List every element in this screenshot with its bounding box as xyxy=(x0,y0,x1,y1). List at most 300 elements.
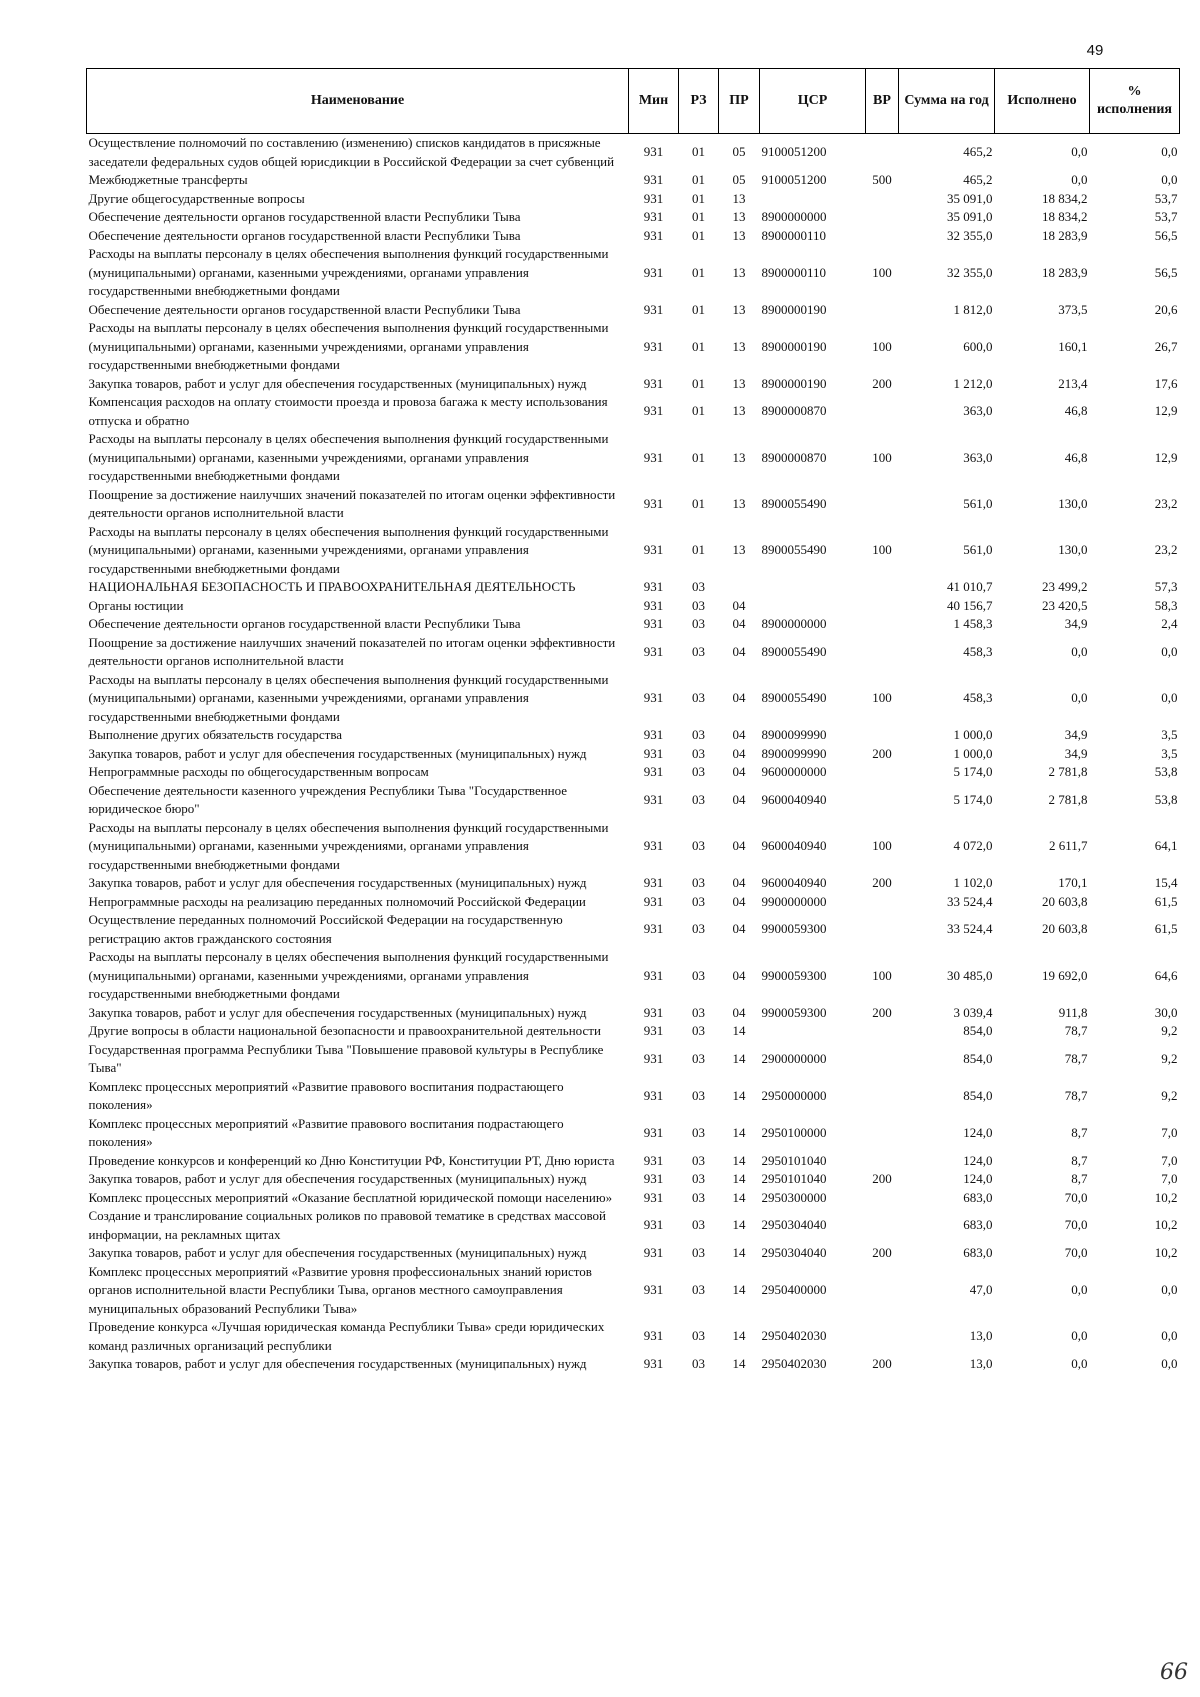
cell-name: Обеспечение деятельности органов государственной власти Республики Тыва xyxy=(88,227,521,243)
cell-done: 78,7 xyxy=(1064,1050,1088,1066)
cell-csr: 9900000000 xyxy=(761,893,827,909)
cell-vr xyxy=(866,1207,899,1244)
cell-name: Расходы на выплаты персоналу в целях обеспечения выполнения функций государственными (муниципальными) органами, казенными учреждениями, органами управления государственными внебюджетными фондами xyxy=(88,523,609,576)
cell-pct: 0,0 xyxy=(1161,144,1178,160)
cell-csr: 2950100000 xyxy=(761,1124,827,1140)
cell-pr xyxy=(719,578,760,597)
table-row xyxy=(87,1244,1180,1263)
budget-table xyxy=(86,68,1180,1374)
table-row xyxy=(87,782,1180,819)
cell-sum: 124,0 xyxy=(963,1124,993,1140)
cell-pct: 15,4 xyxy=(1154,875,1178,890)
cell-name: Комплекс процессных мероприятий «Оказание бесплатной юридической помощи населению» xyxy=(88,1189,613,1205)
table-row xyxy=(87,245,1180,301)
cell-pr: 14 xyxy=(732,1023,746,1038)
cell-sum: 1 212,0 xyxy=(953,375,993,391)
cell-min: 931 xyxy=(643,921,664,937)
cell-csr: 2950304040 xyxy=(761,1245,827,1260)
table-row xyxy=(87,171,1180,190)
cell-pct: 53,7 xyxy=(1154,209,1178,224)
cell-pct: 10,2 xyxy=(1154,1245,1178,1260)
cell-sum: 13,0 xyxy=(969,1356,993,1371)
cell-sum: 3 039,4 xyxy=(953,1004,993,1020)
cell-min: 931 xyxy=(643,875,664,890)
cell-rz: 01 xyxy=(692,264,705,280)
cell-pr: 13 xyxy=(732,209,746,224)
cell-min: 931 xyxy=(643,597,664,613)
cell-rz: 01 xyxy=(692,375,705,391)
cell-csr: 8900000000 xyxy=(761,616,827,631)
cell-csr: 8900055490 xyxy=(761,690,827,705)
table-row xyxy=(87,763,1180,782)
cell-done: 0,0 xyxy=(1071,172,1088,187)
table-row xyxy=(87,430,1180,486)
cell-name: Расходы на выплаты персоналу в целях обеспечения выполнения функций государственными (муниципальными) органами, казенными учреждениями, органами управления государственными внебюджетными фондами xyxy=(88,949,609,1001)
cell-sum: 1 812,0 xyxy=(953,301,993,317)
table-row xyxy=(87,375,1180,394)
cell-min: 931 xyxy=(643,1023,664,1038)
cell-done: 0,0 xyxy=(1071,1356,1088,1371)
cell-pct: 10,2 xyxy=(1154,1189,1178,1205)
cell-done: 2 781,8 xyxy=(1048,791,1088,807)
cell-vr xyxy=(866,227,899,246)
cell-min: 931 xyxy=(643,1171,664,1186)
cell-sum: 32 355,0 xyxy=(947,227,993,243)
cell-min: 931 xyxy=(643,1087,664,1103)
table-row xyxy=(87,1318,1180,1355)
cell-csr: 2950101040 xyxy=(761,1171,827,1186)
cell-csr: 8900000190 xyxy=(761,338,827,354)
cell-csr: 8900099990 xyxy=(761,727,827,742)
cell-pr: 04 xyxy=(732,745,746,761)
cell-vr xyxy=(866,393,899,430)
cell-pct: 64,6 xyxy=(1154,967,1178,983)
cell-rz: 03 xyxy=(692,875,705,890)
cell-min: 931 xyxy=(643,643,664,659)
cell-pr: 04 xyxy=(732,727,746,742)
cell-name: Непрограммные расходы по общегосударственным вопросам xyxy=(88,764,429,779)
cell-name: Непрограммные расходы на реализацию переданных полномочий Российской Федерации xyxy=(88,893,586,909)
cell-done: 8,7 xyxy=(1071,1124,1088,1140)
cell-sum: 40 156,7 xyxy=(947,597,993,613)
cell-pct: 58,3 xyxy=(1154,597,1178,613)
cell-name: Закупка товаров, работ и услуг для обеспечения государственных (муниципальных) нужд xyxy=(88,1171,587,1186)
cell-min: 931 xyxy=(643,579,664,594)
cell-pr: 04 xyxy=(732,1004,746,1020)
cell-sum: 854,0 xyxy=(963,1050,993,1066)
cell-sum: 1 000,0 xyxy=(953,745,993,761)
cell-sum: 33 524,4 xyxy=(947,921,993,937)
cell-pct: 10,2 xyxy=(1154,1217,1178,1233)
cell-min: 931 xyxy=(643,172,664,187)
cell-vr: 100 xyxy=(872,838,892,853)
cell-done: 18 834,2 xyxy=(1042,190,1088,206)
cell-rz: 03 xyxy=(692,597,705,613)
cell-done: 78,7 xyxy=(1064,1023,1088,1038)
cell-vr xyxy=(866,726,899,745)
cell-rz: 03 xyxy=(692,616,705,631)
cell-rz: 03 xyxy=(692,745,705,761)
header-vr: ВР xyxy=(866,69,899,134)
table-row xyxy=(87,1152,1180,1171)
cell-pct: 53,8 xyxy=(1154,764,1178,779)
cell-csr: 2950400000 xyxy=(761,1282,827,1297)
cell-done: 8,7 xyxy=(1071,1171,1088,1186)
cell-vr: 100 xyxy=(872,542,892,557)
table-row xyxy=(87,227,1180,246)
cell-pr: 13 xyxy=(732,495,746,511)
cell-vr: 200 xyxy=(872,375,892,391)
table-row xyxy=(87,634,1180,671)
cell-vr: 200 xyxy=(872,1356,892,1371)
cell-sum: 363,0 xyxy=(963,449,993,465)
cell-csr: 9600040940 xyxy=(761,875,827,890)
cell-rz: 03 xyxy=(692,579,705,594)
cell-sum: 854,0 xyxy=(963,1023,993,1038)
cell-vr xyxy=(866,615,899,634)
cell-name: Другие вопросы в области национальной безопасности и правоохранительной деятельности xyxy=(88,1023,601,1038)
cell-vr xyxy=(866,301,899,320)
cell-name: Закупка товаров, работ и услуг для обеспечения государственных (муниципальных) нужд xyxy=(88,375,587,391)
cell-done: 20 603,8 xyxy=(1042,893,1088,909)
cell-pct: 0,0 xyxy=(1161,1282,1178,1297)
cell-sum: 30 485,0 xyxy=(947,967,993,983)
cell-name: Закупка товаров, работ и услуг для обеспечения государственных (муниципальных) нужд xyxy=(88,1245,587,1260)
cell-done: 2 781,8 xyxy=(1048,764,1088,779)
cell-rz: 03 xyxy=(692,893,705,909)
header-pr: ПР xyxy=(719,69,760,134)
cell-rz: 03 xyxy=(692,764,705,779)
cell-done: 70,0 xyxy=(1064,1189,1088,1205)
cell-vr xyxy=(866,1041,899,1078)
cell-min: 931 xyxy=(643,375,664,391)
cell-done: 46,8 xyxy=(1064,403,1088,419)
cell-done: 213,4 xyxy=(1058,375,1088,391)
cell-pr: 13 xyxy=(732,301,746,317)
header-sum: Сумма на год xyxy=(899,69,995,134)
table-row xyxy=(87,911,1180,948)
cell-rz: 03 xyxy=(692,1152,705,1168)
cell-min: 931 xyxy=(643,1356,664,1371)
cell-done: 2 611,7 xyxy=(1048,838,1088,853)
table-row xyxy=(87,578,1180,597)
cell-pr: 14 xyxy=(732,1356,746,1371)
table-row xyxy=(87,319,1180,375)
cell-name: Обеспечение деятельности казенного учреждения Республики Тыва "Государственное юридическое бюро" xyxy=(88,782,568,816)
cell-vr xyxy=(866,1318,899,1355)
cell-vr xyxy=(866,911,899,948)
cell-csr: 2950000000 xyxy=(761,1087,827,1103)
table-row xyxy=(87,1355,1180,1374)
cell-min: 931 xyxy=(643,1217,664,1233)
table-row xyxy=(87,134,1180,172)
cell-name: Поощрение за достижение наилучших значений показателей по итогам оценки эффективности деятельности органов исполнительной власти xyxy=(88,634,616,668)
cell-csr xyxy=(760,578,866,597)
cell-vr: 100 xyxy=(872,449,892,465)
cell-pct: 0,0 xyxy=(1161,1356,1178,1371)
cell-sum: 124,0 xyxy=(963,1152,993,1168)
cell-csr: 9900059300 xyxy=(761,921,827,937)
cell-pct: 3,5 xyxy=(1161,745,1178,761)
cell-name: Государственная программа Республики Тыва "Повышение правовой культуры в Республике Тыва" xyxy=(88,1041,604,1075)
cell-name: Обеспечение деятельности органов государственной власти Республики Тыва xyxy=(88,616,521,631)
cell-pct: 53,7 xyxy=(1154,190,1178,206)
cell-pct: 23,2 xyxy=(1154,495,1178,511)
cell-min: 931 xyxy=(643,403,664,419)
cell-pct: 3,5 xyxy=(1161,727,1178,742)
cell-sum: 363,0 xyxy=(963,403,993,419)
cell-sum: 5 174,0 xyxy=(953,764,993,779)
cell-csr: 8900000110 xyxy=(761,264,827,280)
cell-csr xyxy=(760,190,866,209)
cell-csr: 9600040940 xyxy=(761,838,827,853)
cell-vr: 100 xyxy=(872,690,892,705)
cell-vr xyxy=(866,1152,899,1171)
cell-pct: 64,1 xyxy=(1154,838,1178,853)
cell-name: Обеспечение деятельности органов государственной власти Республики Тыва xyxy=(88,301,521,317)
cell-min: 931 xyxy=(643,1152,664,1168)
table-row xyxy=(87,1041,1180,1078)
cell-sum: 600,0 xyxy=(963,338,993,354)
cell-done: 160,1 xyxy=(1058,338,1088,354)
cell-pr: 04 xyxy=(732,921,746,937)
cell-pr: 04 xyxy=(732,893,746,909)
cell-rz: 03 xyxy=(692,1217,705,1233)
cell-pr: 04 xyxy=(732,967,746,983)
cell-sum: 1 000,0 xyxy=(953,727,993,742)
cell-csr: 8900000110 xyxy=(761,227,827,243)
cell-sum: 683,0 xyxy=(963,1189,993,1205)
cell-min: 931 xyxy=(643,1328,664,1344)
cell-csr: 9100051200 xyxy=(761,172,827,187)
table-row xyxy=(87,523,1180,579)
cell-done: 23 499,2 xyxy=(1042,579,1088,594)
cell-vr: 100 xyxy=(872,264,892,280)
cell-csr: 2950300000 xyxy=(761,1189,827,1205)
cell-min: 931 xyxy=(643,764,664,779)
cell-pct: 20,6 xyxy=(1154,301,1178,317)
cell-rz: 03 xyxy=(692,1171,705,1186)
cell-name: Межбюджетные трансферты xyxy=(88,172,248,187)
cell-csr: 8900000000 xyxy=(761,209,827,224)
cell-pct: 7,0 xyxy=(1161,1124,1178,1140)
cell-rz: 01 xyxy=(692,338,705,354)
cell-name: Закупка товаров, работ и услуг для обеспечения государственных (муниципальных) нужд xyxy=(88,1004,587,1020)
cell-csr: 9900059300 xyxy=(761,967,827,983)
cell-rz: 01 xyxy=(692,172,705,187)
cell-pr: 05 xyxy=(732,172,746,187)
cell-csr: 9600000000 xyxy=(761,764,827,779)
cell-vr xyxy=(866,893,899,912)
table-row xyxy=(87,393,1180,430)
cell-sum: 47,0 xyxy=(969,1282,993,1297)
cell-name: Обеспечение деятельности органов государственной власти Республики Тыва xyxy=(88,209,521,224)
cell-min: 931 xyxy=(643,1124,664,1140)
cell-rz: 03 xyxy=(692,1124,705,1140)
cell-name: Закупка товаров, работ и услуг для обеспечения государственных (муниципальных) нужд xyxy=(88,1356,587,1371)
cell-pr: 14 xyxy=(732,1152,746,1168)
cell-min: 931 xyxy=(643,1282,664,1297)
cell-sum: 683,0 xyxy=(963,1245,993,1260)
cell-rz: 03 xyxy=(692,1189,705,1205)
cell-min: 931 xyxy=(643,338,664,354)
cell-csr: 8900000190 xyxy=(761,301,827,317)
cell-min: 931 xyxy=(643,264,664,280)
cell-vr: 200 xyxy=(872,1245,892,1260)
cell-name: Закупка товаров, работ и услуг для обеспечения государственных (муниципальных) нужд xyxy=(88,745,587,761)
cell-pct: 56,5 xyxy=(1154,227,1178,243)
table-row xyxy=(87,893,1180,912)
cell-done: 18 283,9 xyxy=(1042,264,1088,280)
cell-min: 931 xyxy=(643,791,664,807)
handwritten-page-mark: 66 xyxy=(1160,1660,1188,1685)
cell-name: Расходы на выплаты персоналу в целях обеспечения выполнения функций государственными (муниципальными) органами, казенными учреждениями, органами управления государственными внебюджетными фондами xyxy=(88,246,609,298)
cell-sum: 561,0 xyxy=(963,542,993,557)
cell-csr: 8900055490 xyxy=(761,643,827,659)
cell-min: 931 xyxy=(643,1245,664,1260)
cell-done: 130,0 xyxy=(1058,542,1088,557)
cell-sum: 35 091,0 xyxy=(947,190,993,206)
cell-pr: 13 xyxy=(732,190,746,206)
cell-csr xyxy=(760,597,866,616)
cell-sum: 458,3 xyxy=(963,643,993,659)
cell-done: 170,1 xyxy=(1058,875,1088,890)
cell-pr: 04 xyxy=(732,838,746,853)
cell-vr xyxy=(866,134,899,172)
cell-min: 931 xyxy=(643,616,664,631)
cell-pr: 13 xyxy=(732,264,746,280)
header-done: Исполнено xyxy=(995,69,1090,134)
cell-done: 0,0 xyxy=(1071,1282,1088,1297)
cell-vr: 200 xyxy=(872,1004,892,1020)
cell-done: 130,0 xyxy=(1058,495,1088,511)
cell-pct: 0,0 xyxy=(1161,1328,1178,1344)
cell-rz: 03 xyxy=(692,791,705,807)
cell-rz: 03 xyxy=(692,1004,705,1020)
cell-name: Комплекс процессных мероприятий «Развитие правового воспитания подрастающего поколения» xyxy=(88,1078,564,1112)
cell-csr: 9100051200 xyxy=(761,144,827,160)
cell-pr: 04 xyxy=(732,690,746,705)
cell-vr xyxy=(866,1263,899,1319)
cell-pct: 0,0 xyxy=(1161,690,1178,705)
cell-sum: 35 091,0 xyxy=(947,209,993,224)
table-row xyxy=(87,486,1180,523)
cell-sum: 458,3 xyxy=(963,690,993,705)
cell-pct: 26,7 xyxy=(1154,338,1178,354)
cell-done: 34,9 xyxy=(1064,727,1088,742)
cell-rz: 01 xyxy=(692,227,705,243)
cell-name: Расходы на выплаты персоналу в целях обеспечения выполнения функций государственными (муниципальными) органами, казенными учреждениями, органами управления государственными внебюджетными фондами xyxy=(88,431,609,483)
cell-csr: 8900000190 xyxy=(761,375,827,391)
cell-done: 911,8 xyxy=(1058,1004,1088,1020)
cell-pr: 04 xyxy=(732,616,746,631)
cell-done: 34,9 xyxy=(1064,616,1088,631)
cell-sum: 13,0 xyxy=(969,1328,993,1344)
cell-pct: 9,2 xyxy=(1161,1023,1178,1038)
cell-name: Создание и транслирование социальных роликов по правовой тематике в средствах массовой информации, на рекламных щитах xyxy=(88,1208,606,1242)
cell-vr xyxy=(866,208,899,227)
cell-name: Расходы на выплаты персоналу в целях обеспечения выполнения функций государственными (муниципальными) органами, казенными учреждениями, органами управления государственными внебюджетными фондами xyxy=(88,671,609,724)
cell-sum: 124,0 xyxy=(963,1171,993,1186)
cell-name: НАЦИОНАЛЬНАЯ БЕЗОПАСНОСТЬ И ПРАВООХРАНИТЕЛЬНАЯ ДЕЯТЕЛЬНОСТЬ xyxy=(88,579,576,594)
cell-min: 931 xyxy=(643,838,664,853)
cell-done: 373,5 xyxy=(1058,301,1088,317)
cell-pct: 9,2 xyxy=(1161,1087,1178,1103)
cell-rz: 03 xyxy=(692,727,705,742)
cell-csr xyxy=(760,1022,866,1041)
cell-pr: 14 xyxy=(732,1189,746,1205)
table-row xyxy=(87,597,1180,616)
table-row xyxy=(87,615,1180,634)
cell-pr: 13 xyxy=(732,375,746,391)
cell-csr: 2950101040 xyxy=(761,1152,827,1168)
header-pct: % исполнения xyxy=(1090,69,1180,134)
table-row xyxy=(87,1078,1180,1115)
table-row xyxy=(87,819,1180,875)
cell-pr: 04 xyxy=(732,791,746,807)
cell-done: 46,8 xyxy=(1064,449,1088,465)
cell-min: 931 xyxy=(643,227,664,243)
cell-pct: 23,2 xyxy=(1154,542,1178,557)
cell-done: 70,0 xyxy=(1064,1217,1088,1233)
cell-pct: 7,0 xyxy=(1161,1152,1178,1168)
table-body xyxy=(87,134,1180,1374)
cell-pr: 13 xyxy=(732,227,746,243)
cell-sum: 1 102,0 xyxy=(953,875,993,890)
cell-name: Комплекс процессных мероприятий «Развитие уровня профессиональных знаний юристов органов исполнительной власти Республики Тыва, органов местного самоуправления муниципальных образований Республики Тыва» xyxy=(88,1263,592,1316)
cell-min: 931 xyxy=(643,727,664,742)
cell-name: Осуществление полномочий по составлению (изменению) списков кандидатов в присяжные заседатели федеральных судов общей юрисдикции в Российской Федерации за счет субвенций xyxy=(88,135,615,169)
cell-rz: 03 xyxy=(692,1282,705,1297)
cell-rz: 03 xyxy=(692,643,705,659)
cell-pct: 9,2 xyxy=(1161,1050,1178,1066)
table-row xyxy=(87,301,1180,320)
cell-name: Компенсация расходов на оплату стоимости проезда и провоза багажа к месту использования отпуска и обратно xyxy=(88,394,608,428)
cell-csr: 8900099990 xyxy=(761,745,827,761)
cell-pct: 56,5 xyxy=(1154,264,1178,280)
cell-done: 34,9 xyxy=(1064,745,1088,761)
cell-sum: 854,0 xyxy=(963,1087,993,1103)
cell-rz: 03 xyxy=(692,838,705,853)
cell-min: 931 xyxy=(643,190,664,206)
header-rz: РЗ xyxy=(679,69,719,134)
cell-name: Расходы на выплаты персоналу в целях обеспечения выполнения функций государственными (муниципальными) органами, казенными учреждениями, органами управления государственными внебюджетными фондами xyxy=(88,819,609,872)
cell-min: 931 xyxy=(643,745,664,761)
cell-vr xyxy=(866,1078,899,1115)
cell-csr: 2950402030 xyxy=(761,1356,827,1371)
cell-sum: 32 355,0 xyxy=(947,264,993,280)
cell-pct: 17,6 xyxy=(1154,375,1178,391)
cell-pct: 61,5 xyxy=(1154,921,1178,937)
cell-rz: 01 xyxy=(692,209,705,224)
cell-done: 0,0 xyxy=(1071,1328,1088,1344)
cell-vr xyxy=(866,634,899,671)
cell-vr xyxy=(866,486,899,523)
cell-rz: 01 xyxy=(692,542,705,557)
table-row xyxy=(87,671,1180,727)
cell-name: Проведение конкурса «Лучшая юридическая команда Республики Тыва» среди юридических команд различных организаций республики xyxy=(88,1319,605,1353)
cell-rz: 03 xyxy=(692,967,705,983)
cell-csr: 2950402030 xyxy=(761,1328,827,1344)
cell-pr: 04 xyxy=(732,597,746,613)
cell-min: 931 xyxy=(643,209,664,224)
cell-min: 931 xyxy=(643,542,664,557)
cell-name: Поощрение за достижение наилучших значений показателей по итогам оценки эффективности деятельности органов исполнительной власти xyxy=(88,486,616,520)
cell-pct: 2,4 xyxy=(1161,616,1178,631)
cell-min: 931 xyxy=(643,690,664,705)
table-row xyxy=(87,745,1180,764)
table-row xyxy=(87,1170,1180,1189)
